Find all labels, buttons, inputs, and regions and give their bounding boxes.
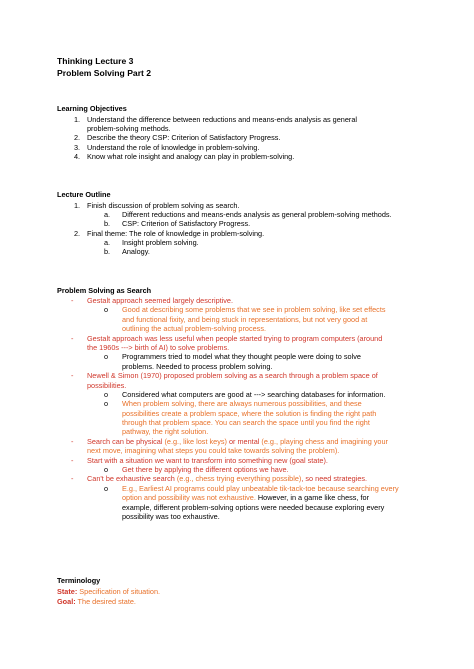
list-item <box>0 115 474 124</box>
circle-marker: o <box>104 465 109 475</box>
text-run: (e.g., chess trying everything possible) <box>176 474 302 484</box>
sub-item-line <box>0 324 474 333</box>
sub-letter: b. <box>104 247 111 257</box>
text-run: option and possibility was not exhaustive. <box>122 493 256 503</box>
bullet-text: possibilities. <box>87 380 127 390</box>
sub-item <box>0 305 474 314</box>
bullet-text: next move, imagining what steps you could take towards solving the problem). <box>87 446 340 456</box>
sub-text: pathway, the right solution. <box>122 427 209 437</box>
sub-item-line <box>0 418 474 427</box>
circle-marker: o <box>104 389 109 399</box>
term-goal <box>57 597 136 606</box>
text-run: However, in a game like chess, for <box>255 493 370 503</box>
sub-item <box>0 484 474 493</box>
bullet-text <box>87 474 367 483</box>
sub-item <box>0 247 474 256</box>
dash-marker: - <box>71 296 74 305</box>
list-number: 2. <box>74 133 81 143</box>
sub-item-line <box>0 315 474 324</box>
list-item-line <box>0 446 474 455</box>
sub-item-line <box>0 427 474 436</box>
list-item <box>0 334 474 343</box>
sub-text: Considered what computers are good at ---> searching databases for information. <box>122 389 386 399</box>
sub-text: CSP: Criterion of Satisfactory Progress. <box>122 219 251 229</box>
lecture-subtitle: Problem Solving Part 2 <box>57 68 152 78</box>
terminology-heading: Terminology <box>57 576 101 585</box>
sub-item-line <box>0 503 474 512</box>
list-item-line <box>0 381 474 390</box>
sub-text: Different reductions and means-ends analysis as general problem-solving methods. <box>122 209 392 219</box>
sub-text: Insight problem solving. <box>122 238 199 248</box>
list-item <box>0 371 474 380</box>
list-item-line <box>0 124 474 133</box>
sub-item-line <box>0 512 474 521</box>
text-run: Search can be physical <box>87 436 165 446</box>
search-list <box>0 296 474 521</box>
dash-marker: - <box>71 474 74 484</box>
bullet-text: Newell & Simon (1970) proposed problem solving as a search through a problem space of <box>87 371 378 381</box>
sub-item-line <box>0 409 474 418</box>
list-item <box>0 201 474 210</box>
outline-list <box>0 201 474 257</box>
list-item <box>0 437 474 446</box>
sub-item-line <box>0 493 474 502</box>
term-label: Goal: <box>57 596 76 606</box>
sub-text: Programmers tried to model what they thought people were doing to solve <box>122 352 361 362</box>
sub-letter: b. <box>104 219 111 229</box>
sub-text <box>122 493 369 502</box>
circle-marker: o <box>104 305 109 315</box>
sub-text: When problem solving, there are always numerous possibilities, and these <box>122 399 362 409</box>
outline-heading: Lecture Outline <box>57 190 111 199</box>
term-state <box>57 587 160 596</box>
bullet-text <box>87 437 388 446</box>
list-text: problem-solving methods. <box>87 123 171 133</box>
sub-text: and functional fixity, and being stuck in representations, but not very good at <box>122 314 368 324</box>
list-number: 1. <box>74 114 81 124</box>
sub-text: possibility was too exhaustive. <box>122 511 220 521</box>
circle-marker: o <box>104 483 109 493</box>
sub-item-line <box>0 362 474 371</box>
sub-item <box>0 219 474 228</box>
lecture-title: Thinking Lecture 3 <box>57 56 134 66</box>
sub-text: through that problem space. You can search the space until you find the right <box>122 418 370 428</box>
text-run: (e.g., like lost keys) <box>164 436 227 446</box>
sub-item <box>0 210 474 219</box>
list-item <box>0 152 474 161</box>
list-item <box>0 143 474 152</box>
text-run: Can't be exhaustive search <box>87 474 177 484</box>
sub-text: possibilities create a problem space, where the solution is finding the right path <box>122 408 377 418</box>
bullet-text: Gestalt approach was less useful when people started trying to program computers (around <box>87 333 383 343</box>
sub-text: example, different problem-solving options were needed because exploring every <box>122 502 385 512</box>
sub-text: E.g., Earliest AI programs could play unbeatable tik-tack-toe because searching every <box>122 483 399 493</box>
list-text: Understand the difference between reductions and means-ends analysis as general <box>87 114 358 124</box>
objectives-heading: Learning Objectives <box>57 104 127 113</box>
dash-marker: - <box>71 371 74 381</box>
term-definition: The desired state. <box>75 596 136 606</box>
list-item <box>0 456 474 465</box>
list-item <box>0 296 474 305</box>
bullet-text: Gestalt approach seemed largely descriptive. <box>87 296 234 305</box>
list-text: Final theme: The role of knowledge in problem-solving. <box>87 228 265 238</box>
list-item <box>0 133 474 142</box>
list-text: Describe the theory CSP: Criterion of Satisfactory Progress. <box>87 133 281 143</box>
text-run: or mental <box>226 436 262 446</box>
text-run: (e.g., playing chess and imagining your <box>261 436 388 446</box>
list-item <box>0 229 474 238</box>
term-label: State: <box>57 586 78 596</box>
dash-marker: - <box>71 455 74 465</box>
sub-text: outlining the actual problem-solving process. <box>122 324 266 334</box>
list-number: 3. <box>74 142 81 152</box>
list-item-line <box>0 343 474 352</box>
sub-text: Good at describing some problems that we see in problem solving, like set effects <box>122 305 386 315</box>
objectives-list <box>0 115 474 162</box>
dash-marker: - <box>71 436 74 446</box>
sub-item <box>0 352 474 361</box>
list-text: Finish discussion of problem solving as search. <box>87 200 240 210</box>
sub-letter: a. <box>104 238 111 248</box>
search-heading: Problem Solving as Search <box>57 286 152 295</box>
list-number: 1. <box>74 200 81 210</box>
text-run: , so need strategies. <box>301 474 368 484</box>
list-item <box>0 474 474 483</box>
sub-letter: a. <box>104 209 111 219</box>
bullet-text: the 1960s ---> birth of AI) to solve problems. <box>87 342 230 352</box>
list-number: 4. <box>74 152 81 162</box>
sub-item <box>0 465 474 474</box>
circle-marker: o <box>104 399 109 409</box>
sub-text: problems. Needed to process problem solving. <box>122 361 273 371</box>
sub-item <box>0 390 474 399</box>
list-number: 2. <box>74 228 81 238</box>
sub-text: Get there by applying the different options we have. <box>122 465 289 475</box>
sub-text: Analogy. <box>122 247 150 257</box>
sub-item <box>0 238 474 247</box>
bullet-text: Start with a situation we want to transform into something new (goal state). <box>87 455 328 465</box>
term-definition: Specification of situation. <box>77 586 161 596</box>
list-text: Understand the role of knowledge in problem-solving. <box>87 142 260 152</box>
circle-marker: o <box>104 352 109 362</box>
list-text: Know what role insight and analogy can play in problem-solving. <box>87 152 295 162</box>
dash-marker: - <box>71 333 74 343</box>
sub-item <box>0 399 474 408</box>
